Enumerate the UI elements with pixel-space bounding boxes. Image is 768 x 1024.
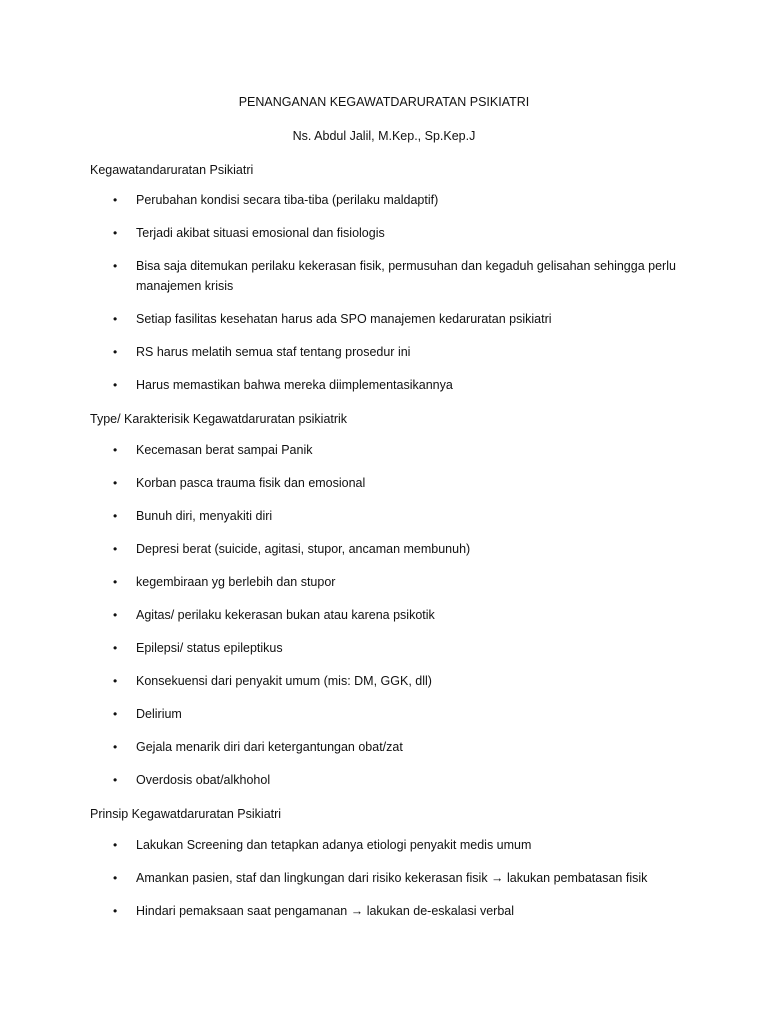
list-item-text: Bisa saja ditemukan perilaku kekerasan fisik, permusuhan dan kegaduh gelisahan sehingga perlu manajemen krisis — [136, 259, 676, 293]
list-item — [113, 770, 676, 790]
list-item-text: Konsekuensi dari penyakit umum (mis: DM, GGK, dll) — [136, 674, 432, 688]
bullet-icon: • — [113, 312, 118, 326]
bullet-icon: • — [113, 871, 118, 885]
bullet-icon: • — [113, 904, 118, 918]
list-item-text: Bunuh diri, menyakiti diri — [136, 509, 273, 523]
list-item-text: Delirium — [136, 707, 182, 721]
list-item — [113, 539, 676, 559]
list-item-text: RS harus melatih semua staf tentang prosedur ini — [136, 345, 411, 359]
list-item-text: Gejala menarik diri dari ketergantungan obat/zat — [136, 740, 403, 754]
bullet-icon: • — [113, 345, 118, 359]
list-item — [113, 671, 676, 691]
list-item-text: Amankan pasien, staf dan lingkungan dari risiko kekerasan fisik → lakukan pembatasan fisik — [136, 871, 648, 885]
section-heading: Kegawatandaruratan Psikiatri — [90, 163, 254, 177]
list-item — [113, 572, 676, 592]
bullet-icon: • — [113, 608, 118, 622]
bullet-icon: • — [113, 641, 118, 655]
document-author: Ns. Abdul Jalil, M.Kep., Sp.Kep.J — [292, 129, 476, 143]
bullet-icon: • — [113, 575, 118, 589]
list-item — [113, 605, 676, 625]
list-item-text: Perubahan kondisi secara tiba-tiba (perilaku maldaptif) — [136, 193, 439, 207]
bullet-icon: • — [113, 226, 118, 240]
list-item-text: Agitas/ perilaku kekerasan bukan atau karena psikotik — [136, 608, 435, 622]
bullet-icon: • — [113, 838, 118, 852]
bullet-icon: • — [113, 509, 118, 523]
list-item — [113, 473, 676, 493]
list-item — [113, 737, 676, 757]
list-item — [113, 440, 676, 460]
bullet-icon: • — [113, 259, 118, 273]
list-item-text: Hindari pemaksaan saat pengamanan → lakukan de-eskalasi verbal — [136, 904, 514, 918]
bullet-icon: • — [113, 773, 118, 787]
bullet-icon: • — [113, 542, 118, 556]
list-item-text: Korban pasca trauma fisik dan emosional — [136, 476, 366, 490]
list-item-text: Terjadi akibat situasi emosional dan fisiologis — [136, 226, 385, 240]
list-item — [113, 704, 676, 724]
list-item — [113, 638, 676, 658]
list-item-text: Setiap fasilitas kesehatan harus ada SPO manajemen kedaruratan psikiatri — [136, 312, 552, 326]
list-item — [113, 375, 676, 395]
list-item-text: Depresi berat (suicide, agitasi, stupor, ancaman membunuh) — [136, 542, 471, 556]
list-item — [113, 256, 676, 296]
list-item-text: Kecemasan berat sampai Panik — [136, 443, 313, 457]
list-item — [113, 309, 676, 329]
section-heading: Prinsip Kegawatdaruratan Psikiatri — [90, 807, 282, 821]
list-item-text: Epilepsi/ status epileptikus — [136, 641, 283, 655]
bullet-icon: • — [113, 707, 118, 721]
list-item — [113, 835, 676, 855]
bullet-icon: • — [113, 443, 118, 457]
section-heading: Type/ Karakterisik Kegawatdaruratan psikiatrik — [90, 412, 348, 426]
list-item — [113, 223, 676, 243]
bullet-icon: • — [113, 378, 118, 392]
list-item — [113, 342, 676, 362]
list-item — [113, 190, 676, 210]
bullet-icon: • — [113, 740, 118, 754]
bullet-icon: • — [113, 193, 118, 207]
bullet-icon: • — [113, 674, 118, 688]
list-item-text: Lakukan Screening dan tetapkan adanya etiologi penyakit medis umum — [136, 838, 532, 852]
bullet-icon: • — [113, 476, 118, 490]
list-item-text: kegembiraan yg berlebih dan stupor — [136, 575, 336, 589]
list-item-text: Overdosis obat/alkhohol — [136, 773, 271, 787]
list-item-text: Harus memastikan bahwa mereka diimplementasikannya — [136, 378, 453, 392]
list-item — [113, 506, 676, 526]
document-title: PENANGANAN KEGAWATDARURATAN PSIKIATRI — [238, 95, 530, 109]
list-item — [113, 868, 676, 888]
list-item — [113, 901, 676, 921]
